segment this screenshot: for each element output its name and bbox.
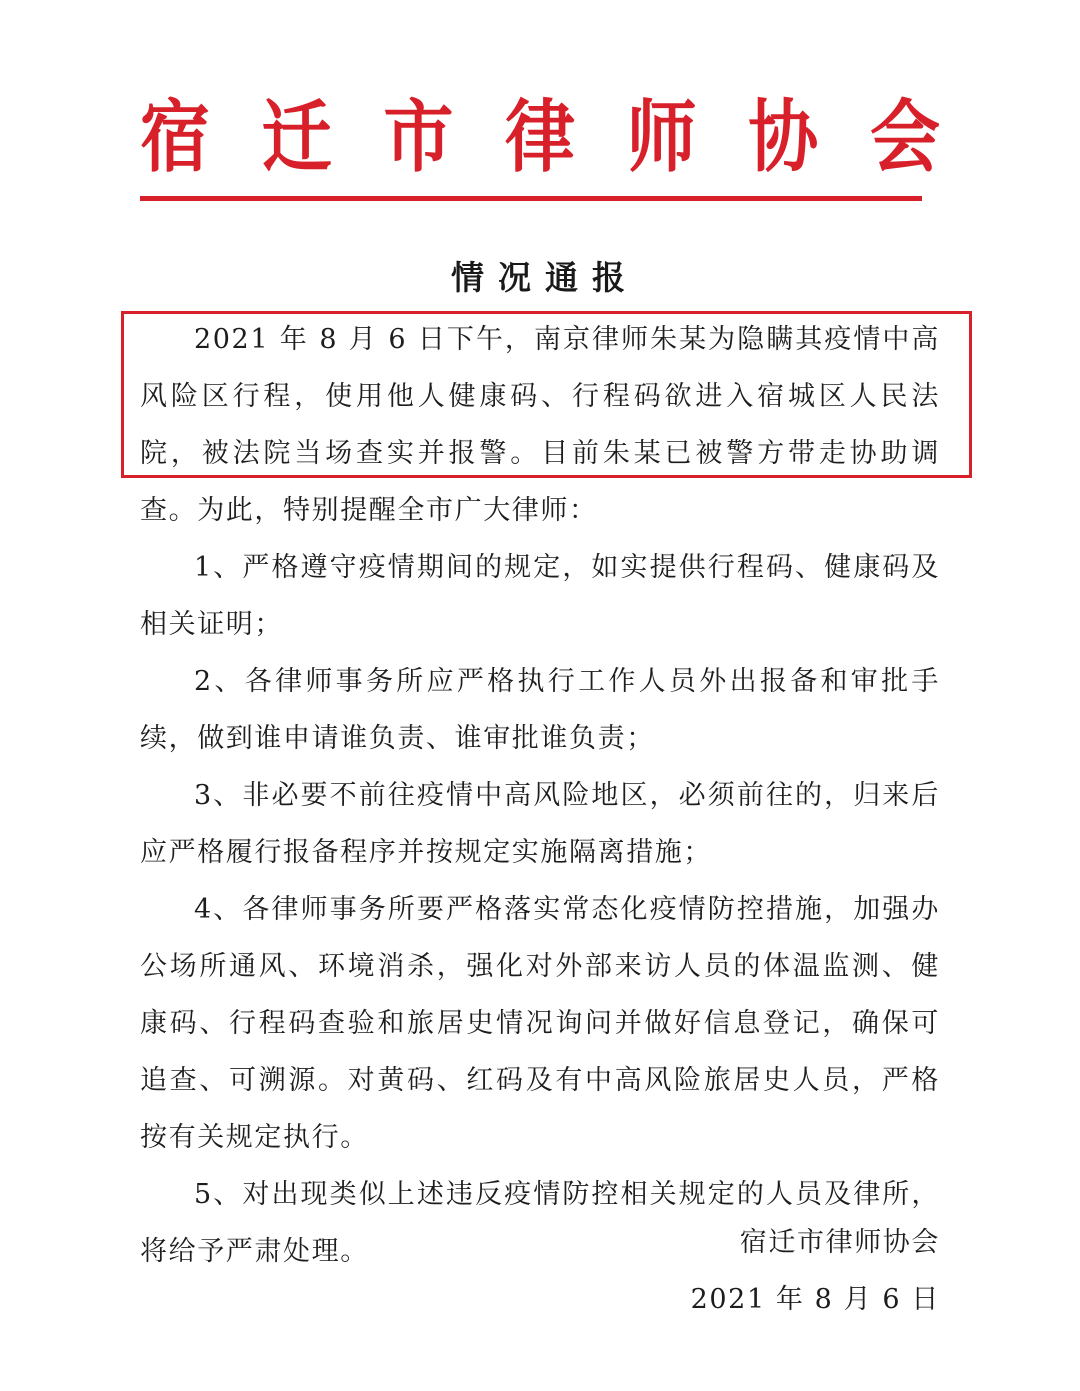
list-item-1: 1、严格遵守疫情期间的规定，如实提供行程码、健康码及相关证明； [140,552,940,640]
intro-paragraph: 2021 年 8 月 6 日下午，南京律师朱某为隐瞒其疫情中高风险区行程，使用他人健康码、行程码欲进入宿城区人民法院，被法院当场查实并报警。目前朱某已被警方带走协助调查。为此，特别提醒全市广大律师： [140,324,940,526]
signature-organization: 宿迁市律师协会 [739,1227,940,1258]
masthead-char: 市 [383,89,454,183]
masthead-char: 宿 [140,89,210,183]
notice-title: 情况通报 [451,258,639,297]
masthead-char: 律 [504,89,575,183]
signature-block [691,1214,940,1328]
list-item-5: 5、对出现类似上述违反疫情防控相关规定的人员及律所，将给予严肃处理。 [140,1179,940,1267]
masthead-title [140,89,940,183]
list-item-2: 2、各律师事务所应严格执行工作人员外出报备和审批手续，做到谁申请谁负责、谁审批谁负责； [140,666,940,754]
masthead-char: 迁 [261,89,332,183]
masthead-red-rule [140,196,922,201]
list-item-3: 3、非必要不前往疫情中高风险地区，必须前往的，归来后应严格履行报备程序并按规定实施隔离措施； [140,780,940,868]
masthead-char: 师 [626,89,697,183]
list-item-4: 4、各律师事务所要严格落实常态化疫情防控措施，加强办公场所通风、环境消杀，强化对外部来访人员的体温监测、健康码、行程码查验和旅居史情况询问并做好信息登记，确保可追查、可溯源。对黄码、红码及有中高风险旅居史人员，严格按有关规定执行。 [140,894,940,1153]
masthead-char: 协 [748,89,819,183]
notice-body [140,311,940,1280]
masthead-char: 会 [869,89,940,183]
signature-date: 2021 年 8 月 6 日 [690,1284,940,1315]
